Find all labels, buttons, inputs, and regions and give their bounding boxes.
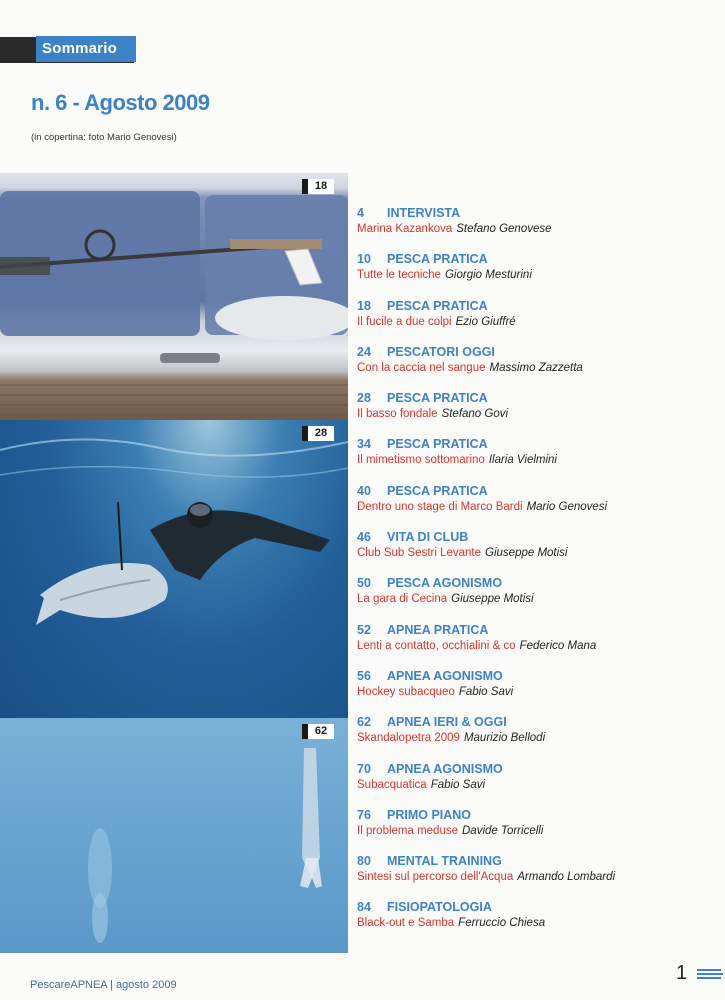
toc-page-number: 56 xyxy=(357,668,371,683)
toc-entry[interactable] xyxy=(357,899,717,945)
toc-article-title: Subacquatica xyxy=(357,778,427,791)
toc-author: Armando Lombardi xyxy=(517,871,616,884)
page-number: 1 xyxy=(676,962,688,984)
toc-page-number: 62 xyxy=(357,715,371,730)
toc-page-number: 84 xyxy=(357,900,371,915)
toc-article-title: Skandalopetra 2009 xyxy=(357,732,460,745)
toc-section: PRIMO PIANO xyxy=(387,807,472,822)
arrow-right-icon xyxy=(697,966,723,982)
toc-author: Ferruccio Chiesa xyxy=(458,917,546,930)
toc-page-number: 80 xyxy=(357,854,371,869)
footer-publication: PescareAPNEA | agosto 2009 xyxy=(30,979,177,991)
photo-page-ref: 62 xyxy=(308,724,334,739)
toc-article-title: La gara di Cecina xyxy=(357,593,448,606)
toc-entry[interactable] xyxy=(357,298,717,344)
speargun-illustration xyxy=(0,173,348,420)
toc-author: Stefano Govi xyxy=(441,408,509,421)
freediver-illustration xyxy=(0,718,348,953)
toc-entry[interactable] xyxy=(357,205,717,251)
toc-page-number: 50 xyxy=(357,576,371,591)
toc-page-number: 70 xyxy=(357,761,371,776)
toc-author: Massimo Zazzetta xyxy=(489,361,583,374)
toc-author: Giorgio Mesturini xyxy=(444,269,532,282)
toc-page-number: 4 xyxy=(357,206,364,220)
toc-section: PESCATORI OGGI xyxy=(387,344,495,359)
toc-entry[interactable] xyxy=(357,436,717,482)
toc-section: APNEA IERI & OGGI xyxy=(387,715,507,730)
toc-page-number: 10 xyxy=(357,252,371,267)
toc-section: PESCA AGONISMO xyxy=(387,576,503,591)
toc-article-title: Hockey subacqueo xyxy=(357,685,455,698)
toc-entry[interactable] xyxy=(357,483,717,529)
toc-article-title: Lenti a contatto, occhialini & co xyxy=(357,639,516,652)
toc-entry[interactable] xyxy=(357,390,717,436)
freediver-descent-photo xyxy=(0,718,348,953)
toc-section: PESCA PRATICA xyxy=(387,483,488,498)
issue-title: n. 6 - Agosto 2009 xyxy=(31,90,210,115)
section-label: Sommario xyxy=(36,36,136,62)
toc-article-title: Sintesi sul percorso dell'Acqua xyxy=(357,871,514,884)
toc-section: PESCA PRATICA xyxy=(387,298,488,313)
toc-page-number: 24 xyxy=(357,344,371,359)
toc-section: APNEA PRATICA xyxy=(387,622,489,637)
toc-author: Federico Mana xyxy=(519,639,597,652)
toc-entry[interactable] xyxy=(357,575,717,621)
toc-article-title: Black-out e Samba xyxy=(357,917,455,930)
toc-article-title: Club Sub Sestri Levante xyxy=(357,547,482,560)
toc-section: APNEA AGONISMO xyxy=(387,761,503,776)
diver-with-fish-photo xyxy=(0,420,348,718)
toc-author: Fabio Savi xyxy=(458,685,514,698)
toc-entry[interactable] xyxy=(357,853,717,899)
toc-author: Ezio Giuffré xyxy=(455,315,516,328)
toc-author: Mario Genovesi xyxy=(526,500,608,513)
toc-page-number: 52 xyxy=(357,622,371,637)
toc-page-number: 18 xyxy=(357,298,371,313)
toc-section: PESCA PRATICA xyxy=(387,437,488,452)
toc-article-title: Il fucile a due colpi xyxy=(357,315,452,328)
toc-entry[interactable] xyxy=(357,668,717,714)
toc-section: PESCA PRATICA xyxy=(387,252,488,267)
toc-author: Davide Torricelli xyxy=(462,824,544,837)
toc-section: MENTAL TRAINING xyxy=(387,854,502,869)
toc-entry[interactable] xyxy=(357,529,717,575)
toc-page-number: 40 xyxy=(357,483,371,498)
photo-column xyxy=(0,173,348,953)
speargun-photo xyxy=(0,173,348,420)
toc-article-title: Il problema meduse xyxy=(357,824,458,837)
toc-article-title: Con la caccia nel sangue xyxy=(357,361,486,374)
toc-section: APNEA AGONISMO xyxy=(387,668,503,683)
toc-entry[interactable] xyxy=(357,344,717,390)
toc-author: Fabio Savi xyxy=(430,778,486,791)
toc-author: Maurizio Bellodi xyxy=(463,732,546,745)
toc-article-title: Tutte le tecniche xyxy=(357,269,441,282)
toc-author: Ilaria Vielmini xyxy=(488,454,557,467)
diver-illustration xyxy=(0,420,348,718)
toc-entry[interactable] xyxy=(357,807,717,853)
toc-page-number: 46 xyxy=(357,530,371,545)
toc-page-number: 34 xyxy=(357,437,371,452)
toc-page-number: 76 xyxy=(357,807,371,822)
toc-section: FISIOPATOLOGIA xyxy=(387,900,492,915)
toc-author: Giuseppe Motisi xyxy=(485,547,568,560)
toc-section: PESCA PRATICA xyxy=(387,391,488,406)
toc-section: INTERVISTA xyxy=(387,206,461,220)
cover-credit: (in copertina: foto Mario Genovesi) xyxy=(31,132,177,143)
photo-page-ref: 28 xyxy=(308,426,334,441)
toc-article-title: Dentro uno stage di Marco Bardi xyxy=(357,500,523,513)
toc-section: VITA DI CLUB xyxy=(387,530,469,545)
toc-entry[interactable] xyxy=(357,761,717,807)
toc-entry[interactable] xyxy=(357,622,717,668)
table-of-contents xyxy=(357,205,717,946)
toc-article-title: Il mimetismo sottomarino xyxy=(357,454,485,467)
photo-page-ref: 18 xyxy=(308,179,334,194)
toc-article-title: Il basso fondale xyxy=(357,408,438,421)
toc-author: Stefano Genovese xyxy=(456,223,552,235)
toc-author: Giuseppe Motisi xyxy=(451,593,534,606)
toc-page-number: 28 xyxy=(357,391,371,406)
toc-entry[interactable] xyxy=(357,251,717,297)
toc-entry[interactable] xyxy=(357,714,717,760)
toc-article-title: Marina Kazankova xyxy=(357,223,453,235)
